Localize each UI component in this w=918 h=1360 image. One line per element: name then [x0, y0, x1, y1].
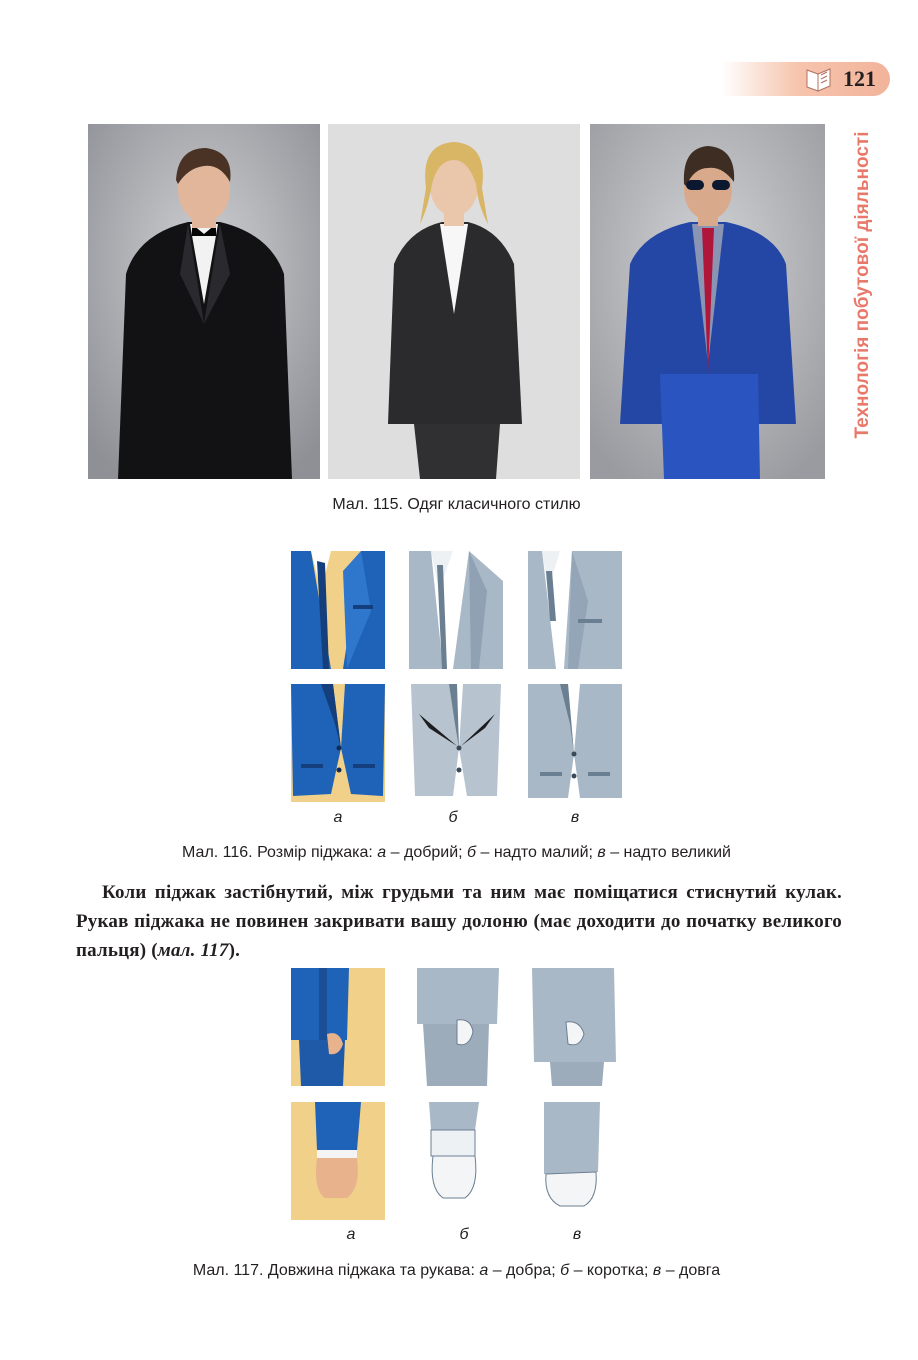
jacket-good-fit-bottom — [291, 684, 385, 802]
figure-115-caption: Мал. 115. Одяг класичного стилю — [332, 496, 581, 513]
body-paragraph — [76, 878, 842, 965]
sleeve-length-short — [409, 1102, 503, 1220]
figure-117-caption — [88, 1262, 825, 1280]
caption-text: – добра; — [488, 1262, 561, 1279]
photo-man-velvet-tuxedo — [88, 124, 320, 479]
figure-reference: мал. 117 — [157, 940, 229, 961]
jacket-good-fit-top — [291, 551, 385, 669]
figure-116-label-c: в — [570, 809, 580, 826]
caption-letter: б — [560, 1262, 570, 1279]
caption-text: – коротка; — [569, 1262, 653, 1279]
figure-117-label-c: в — [572, 1226, 582, 1243]
caption-text: – добрий; — [386, 844, 468, 861]
paragraph-end: ). — [228, 940, 241, 961]
sleeve-length-good — [291, 1102, 385, 1220]
page-number: 121 — [843, 66, 876, 91]
caption-letter: в — [597, 844, 606, 861]
caption-letter: а — [377, 844, 387, 861]
jacket-too-small-bottom — [409, 684, 503, 802]
jacket-too-small-top — [409, 551, 503, 669]
jacket-too-big-top — [528, 551, 622, 669]
photo-man-blue-suit — [590, 124, 825, 479]
figure-117-label-a: а — [346, 1226, 356, 1243]
figure-116-caption — [88, 844, 825, 862]
caption-letter: в — [652, 1262, 662, 1279]
jacket-length-good-top — [291, 968, 385, 1086]
caption-text: – надто великий — [605, 844, 731, 861]
jacket-too-big-bottom — [528, 684, 622, 802]
figure-116-label-b: б — [448, 809, 458, 826]
sleeve-length-long — [528, 1102, 622, 1220]
figure-116-label-a: а — [333, 809, 343, 826]
book-icon — [804, 64, 834, 94]
page-number-tab — [722, 62, 890, 96]
jacket-length-long-top — [528, 968, 622, 1086]
caption-text: – надто малий; — [476, 844, 598, 861]
figure-117-label-b: б — [459, 1226, 469, 1243]
paragraph-text: Коли піджак застібнутий, між грудьми та ним має поміщатися стиснутий кулак. Рукав піджака не повинен закривати вашу долоню (має доходити до початку великого пальця) ( — [76, 882, 842, 961]
side-section-title — [846, 124, 880, 446]
photo-woman-business-suit — [328, 124, 580, 479]
caption-prefix: Мал. 117. Довжина піджака та рукава: — [192, 1262, 480, 1279]
caption-letter: а — [479, 1262, 489, 1279]
caption-letter: б — [467, 844, 477, 861]
caption-text: – довга — [661, 1262, 721, 1279]
caption-prefix: Мал. 116. Розмір піджака: — [182, 844, 378, 861]
side-title-text: Технологія побутової діяльності — [852, 131, 873, 439]
jacket-length-short-top — [409, 968, 503, 1086]
